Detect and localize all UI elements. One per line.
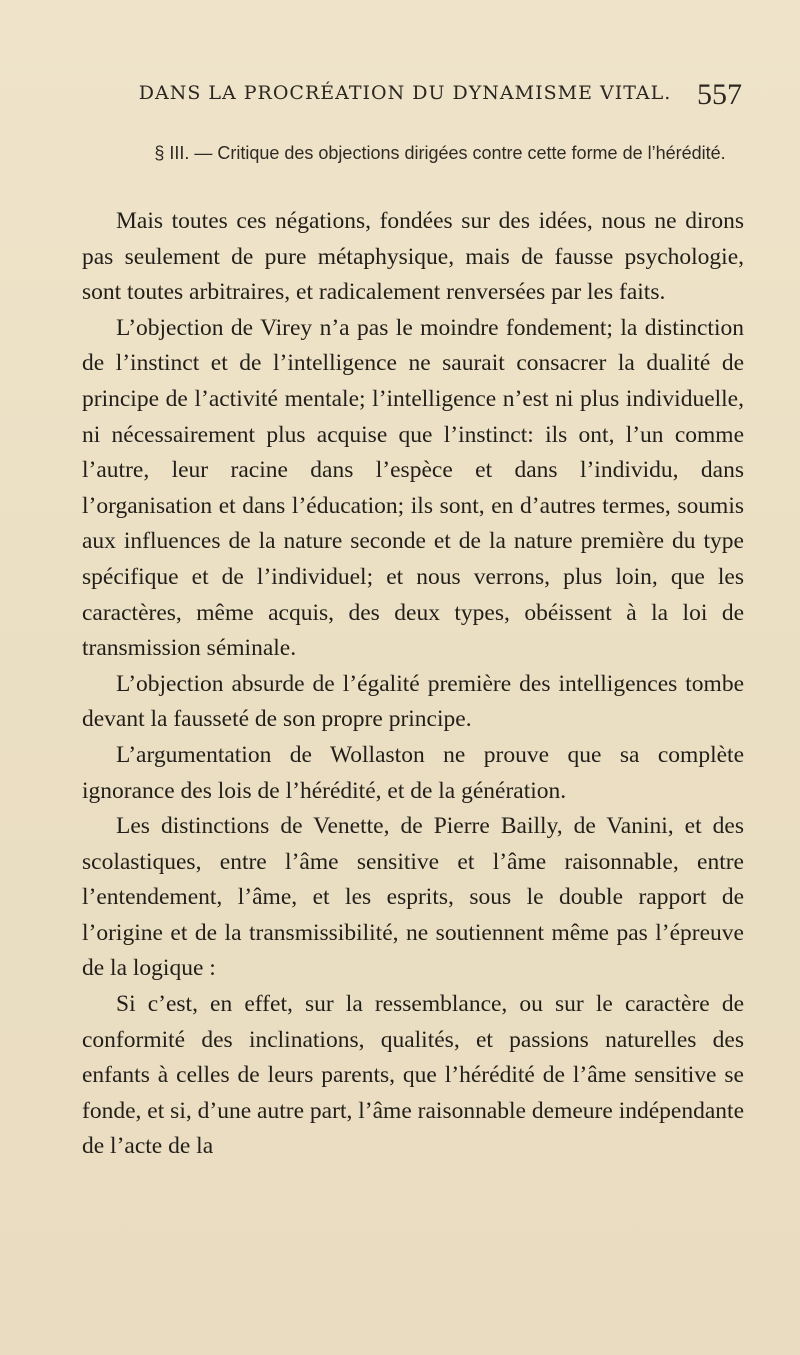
section-heading: § III. — Critique des objections dirigées contre cette forme de l’hérédité.	[154, 143, 726, 163]
paragraph: Les distinctions de Venette, de Pierre Bailly, de Vanini, et des scolastiques, entre l’âme sensitive et l’âme raisonnable, entre l’entendement, l’âme, et les esprits, sous le double rapport de l’origine et de la transmissibilité, ne soutiennent même pas l’épreuve de la logique :	[82, 813, 744, 982]
paragraph: Si c’est, en effet, sur la ressemblance, ou sur le caractère de conformité des inclinations, qualités, et passions naturelles des enfants à celles de leurs parents, que l’hérédité de l’âme sensitive se fonde, et si, d’une autre part, l’âme raisonnable demeure indépendante de l’acte de la	[82, 991, 744, 1160]
paragraph: L’objection absurde de l’égalité première des intelligences tombe devant la fausseté de son propre principe.	[82, 670, 744, 733]
body-text	[82, 204, 744, 1165]
running-head: DANS LA PROCRÉATION DU DYNAMISME VITAL.	[138, 82, 672, 104]
paragraph: L’objection de Virey n’a pas le moindre fondement; la distinction de l’instinct et de l’intelligence ne saurait consacrer la dualité de principe de l’activité mentale; l’intelligence n’est ni plus individuelle, ni nécessairement plus acquise que l’instinct: ils ont, l’un comme l’autre, leur racine dans l’espèce et dans l’individu, dans l’organisation et dans l’éducation; ils sont, en d’autres termes, soumis aux influences de la nature seconde et de la nature première du type spécifique et de l’individuel; et nous verrons, plus loin, que les caractères, même acquis, des deux types, obéissent à la loi de transmission séminale.	[82, 314, 744, 662]
paragraph: L’argumentation de Wollaston ne prouve que sa complète ignorance des lois de l’hérédité, et de la génération.	[82, 741, 744, 804]
paragraph: Mais toutes ces négations, fondées sur des idées, nous ne dirons pas seulement de pure métaphysique, mais de fausse psychologie, sont toutes arbitraires, et radicalement renversées par les faits.	[82, 208, 744, 306]
page-number: 557	[697, 78, 742, 111]
